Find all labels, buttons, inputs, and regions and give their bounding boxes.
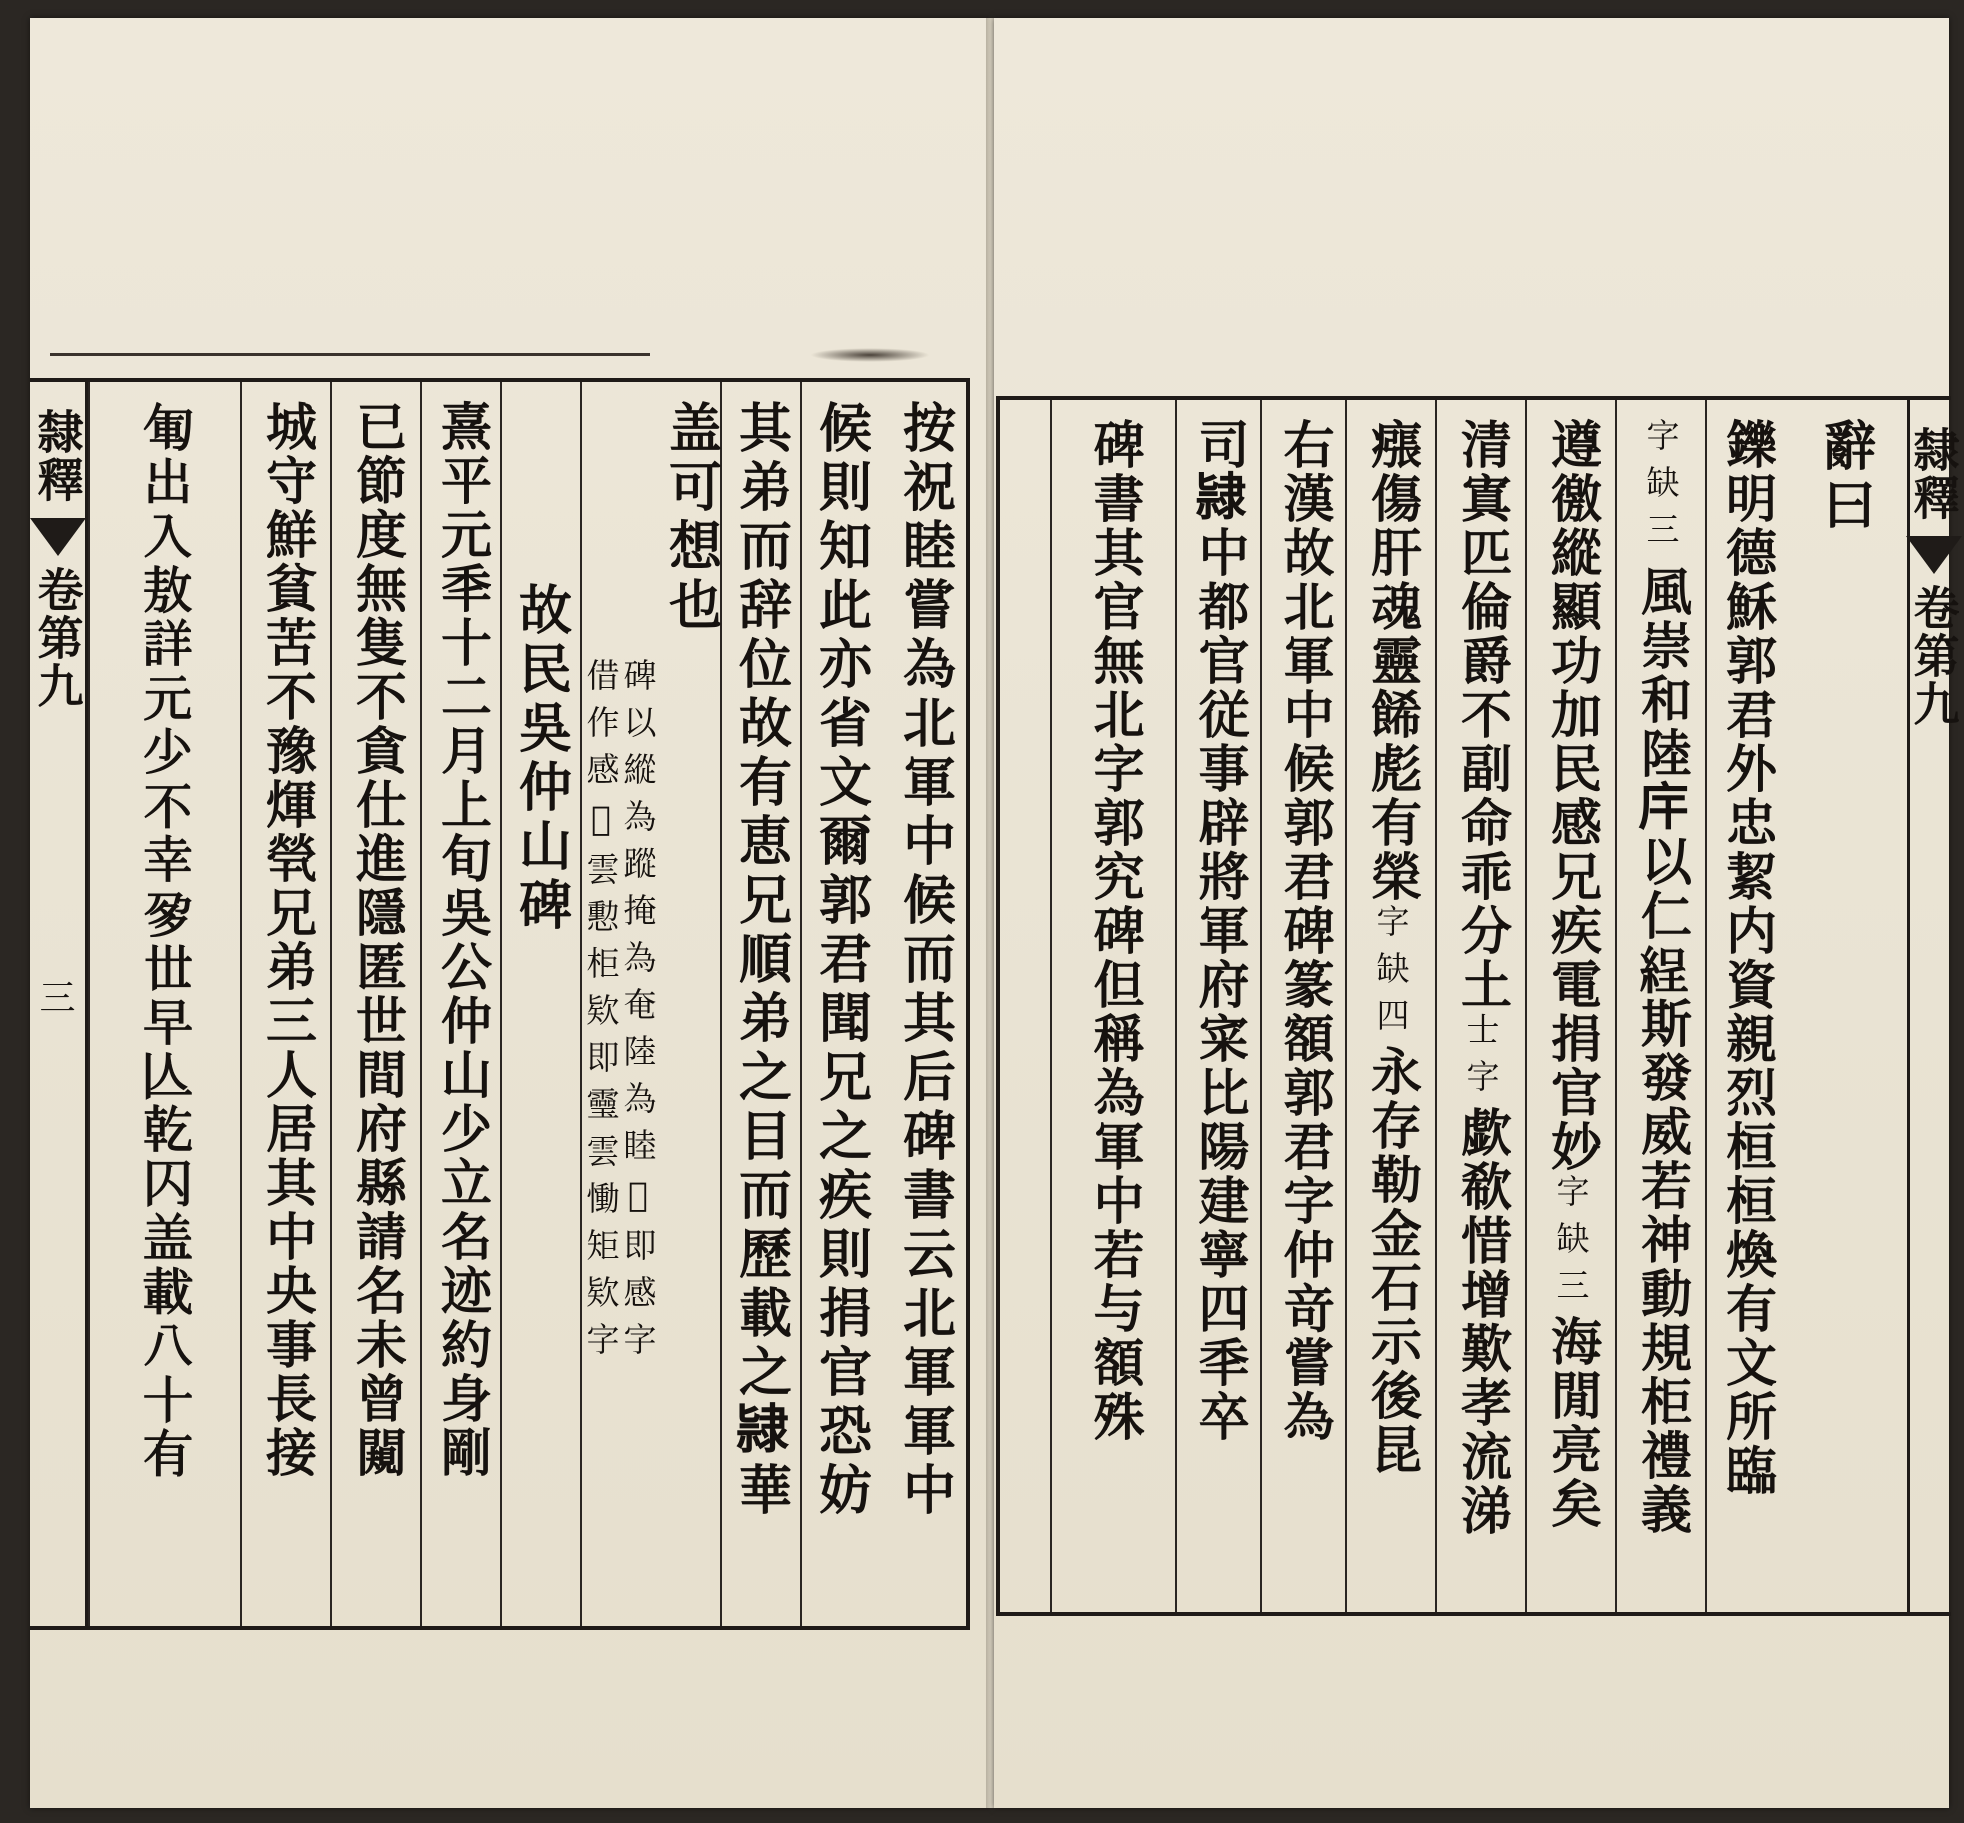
column-text: 遵徼縱顯功加民感兄疾電捐官妙 [1541,418,1602,1174]
fishtail-mark [30,518,86,556]
volume-label: 卷第九 [30,566,85,710]
column-text: 鑠明德穌郭君外忠絜内資親烈桓桓煥有文所臨 [1716,418,1777,1498]
column-text: 其弟而辞位故有恵兄順弟之目而歷載之𨽻華 [730,400,793,1521]
column-text: 歔欷惜增歎孝流涕 [1451,1106,1512,1538]
note-text: 碑以縱為蹤掩為奄陸為睦𢿱即感字 [618,658,658,1369]
text-column [1260,400,1345,1612]
column-text: 瘬傷肝魂靈餙彪有榮 [1361,418,1422,904]
text-column-with-notes [580,382,723,1626]
text-column [1525,400,1615,1612]
right-text-frame [996,396,1951,1616]
text-column [500,382,580,1626]
text-column [1435,400,1525,1612]
column-text: 已節度無隻不貪仕進隱匿世間府縣請名未曾闚 [346,400,407,1480]
ink-smudge [810,348,930,362]
text-column [88,382,240,1626]
text-column [880,382,970,1626]
text-column [720,382,800,1626]
column-text: 按祝睦嘗為北軍中候而其后碑書云北軍軍中 [894,400,957,1521]
stele-title: 故民吳仲山碑 [510,582,573,936]
left-page [30,18,990,1808]
book-title: 隸釋 [1906,426,1961,522]
text-column [420,382,500,1626]
text-column [330,382,420,1626]
column-text: 𠣞出入敖詳元少不幸㚉𠀍早亾乾𠔿盖載八十有 [135,400,196,1480]
text-column [1615,400,1705,1612]
text-column [1050,400,1175,1612]
column-text: 清寘匹倫爵不副命乖分土 [1451,418,1512,1012]
text-column [1175,400,1260,1612]
fishtail-mark [1906,536,1962,574]
column-text: 碑書其官無北字郭究碑但稱為軍中若与額殊 [1084,418,1144,1444]
text-column [1705,400,1785,1612]
leaf-number: 三 [39,978,76,1019]
lacuna-note: 士字 [1461,1012,1501,1106]
text-column [1785,400,1905,1612]
note-text: 借作感𩆝雲憅柜欵即𩆜雲慟矩欵字 [581,658,621,1369]
lacuna-note: 字缺四 [1371,904,1411,1045]
column-text: 熹平元秊十二月上旬吳公仲山少立名迹約身剛 [431,400,492,1480]
text-column [1345,400,1435,1612]
text-column [240,382,330,1626]
volume-label: 卷第九 [1906,584,1961,728]
column-text: 海閒亮矣 [1541,1315,1602,1531]
column-text: 候則知此亦省文爾郭君聞兄之疾則捐官恐妨 [810,400,873,1521]
column-text: 城守鮮貧苦不豫煇煢兄弟三人居其中央事長接 [256,400,317,1480]
interlinear-notes [581,658,658,1369]
column-text: 辭曰 [1814,418,1877,536]
lacuna-note: 字缺三 [1641,418,1681,559]
banxin-center-column [1906,396,1961,1616]
top-edge-line [50,353,650,356]
right-page [994,18,1961,1808]
left-text-frame [30,378,970,1630]
lacuna-note: 字缺三 [1551,1174,1591,1315]
column-text: 永存勒金石示後昆 [1361,1045,1422,1477]
column-text: 風崇和陸𢇛以仁𦀚斯發威若神動規柜禮義 [1631,565,1692,1537]
banxin-center-column [30,378,88,1630]
column-text: 盖可想也 [660,400,723,636]
column-text: 右漢故北軍中候郭君碑篆額郭君字仲竒嘗為 [1274,418,1334,1444]
text-column [800,382,880,1626]
column-text: 司𨽻中都官従事辟將軍府寀比陽建寧四秊卒 [1189,418,1249,1444]
book-title: 隸釋 [30,408,85,504]
